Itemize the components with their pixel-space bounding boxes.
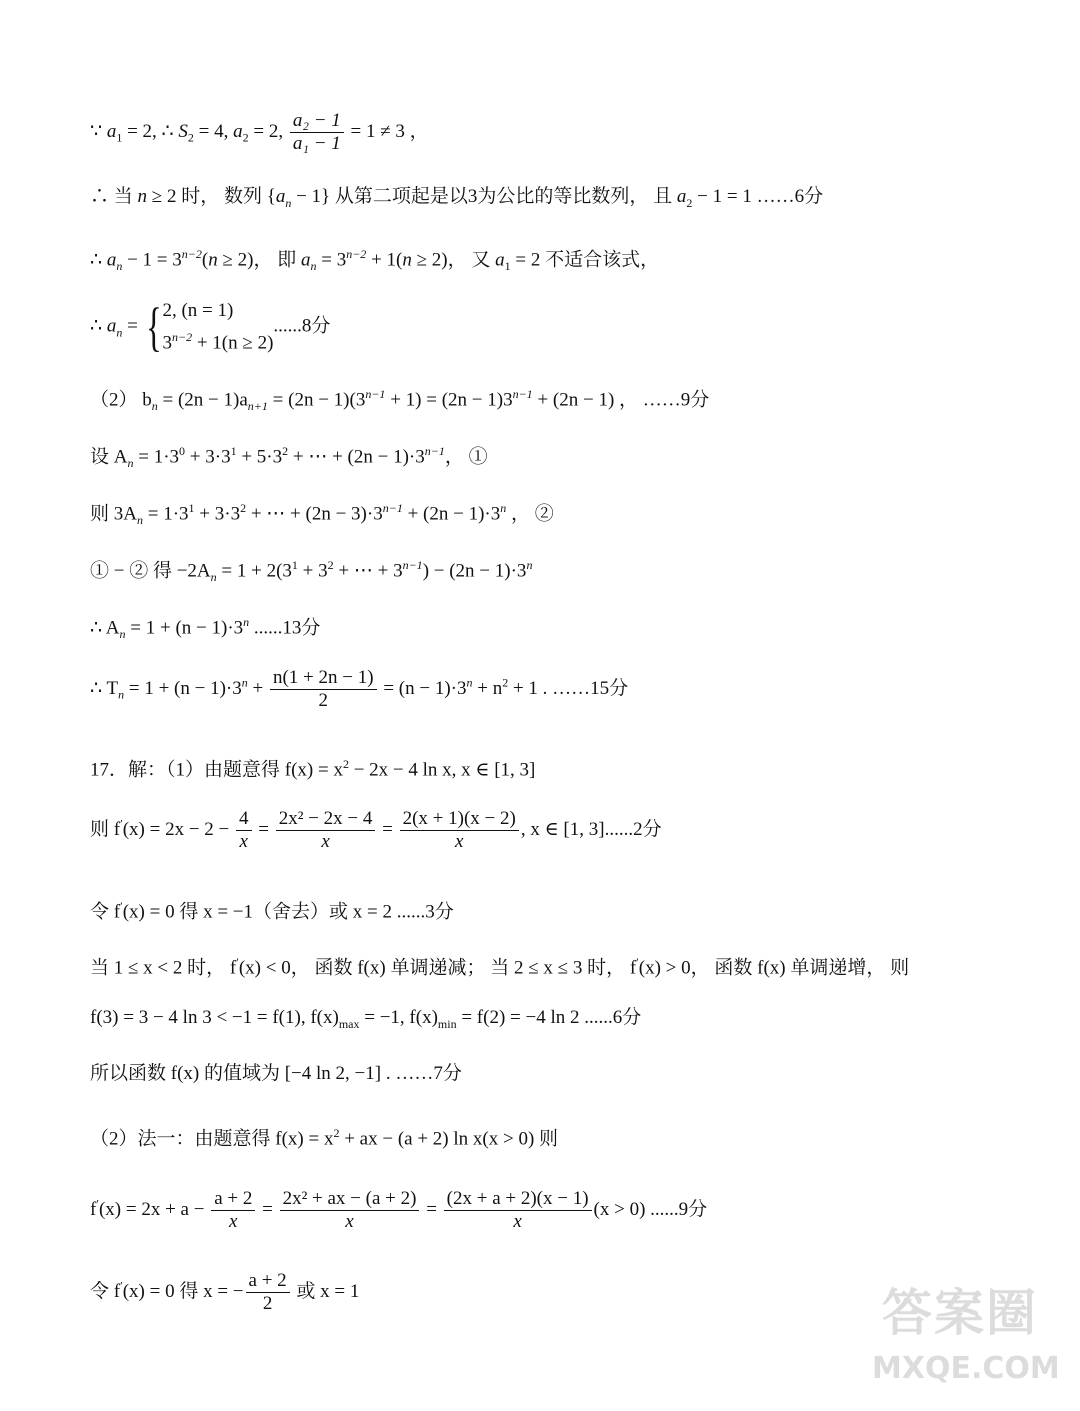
score-label: ......9分 [650, 1198, 708, 1220]
text: = [122, 315, 143, 337]
text: = 2 不适合该式， [510, 249, 660, 271]
line-16 [90, 1061, 462, 1087]
text: max [338, 1016, 360, 1031]
text: = f(2) = −4 ln 2 [456, 1007, 585, 1028]
text: n−2 [171, 330, 193, 344]
text: (x) = 0 得 x = − [122, 1280, 244, 1302]
text: = (2n − 1)a [157, 389, 248, 411]
line-2 [90, 184, 823, 216]
score-label: ......6分 [584, 1007, 642, 1028]
numerator: a + 2 [211, 1188, 255, 1211]
cases [162, 298, 273, 356]
text: n [116, 259, 123, 274]
text: (x) > 0， 函数 f(x) 单调递增， 则 [638, 957, 910, 979]
text: 2 [502, 675, 509, 690]
text: a [300, 249, 311, 271]
text: ≥ 2)， 即 [217, 249, 301, 271]
text: + 3 [297, 560, 328, 582]
text: ， ① [444, 446, 488, 468]
text: n [127, 456, 134, 471]
text: (x) = 2x + a − [98, 1198, 210, 1220]
text: ′ [96, 1196, 99, 1211]
text: ， ② [506, 503, 554, 525]
text: n−1 [382, 501, 403, 515]
numerator: 2x² + ax − (a + 2) [280, 1188, 420, 1211]
score-label: ……6分 [756, 186, 824, 207]
text: + 1( [366, 249, 403, 271]
text: n [243, 615, 250, 629]
text: 1 [230, 444, 237, 458]
text: (x) = 2x − 2 − [122, 818, 235, 840]
text: + 3·3 [185, 446, 231, 468]
text: 2 [342, 757, 349, 771]
denominator: a₁ − 1 [292, 133, 341, 154]
text: n [526, 558, 533, 572]
text: a [106, 249, 117, 271]
line-7 [90, 495, 554, 533]
text: n [151, 399, 158, 414]
text: min [437, 1016, 457, 1031]
denominator: 2 [262, 1293, 273, 1314]
text: a [495, 249, 505, 271]
text: 2 [240, 501, 247, 515]
text: = 1·3 [142, 503, 189, 525]
text: = 4, [193, 120, 234, 142]
text: = 1 + 2(3 [216, 560, 292, 582]
text: − 1} 从第二项起是以3为公比的等比数列， 且 [291, 186, 677, 207]
line-12 [90, 808, 662, 853]
denominator: x [239, 831, 248, 852]
text: 2 [282, 444, 289, 458]
text: n [119, 627, 126, 642]
text: + 1(n ≥ 2) [192, 332, 274, 354]
text: 0 [179, 444, 186, 458]
text: ′ [120, 899, 123, 913]
text: 1 [188, 501, 195, 515]
score-label: ……9分 [642, 389, 710, 411]
text: 1 [291, 558, 298, 572]
text: 所以函数 f(x) 的值域为 [−4 ln 2, −1] . [90, 1063, 396, 1084]
text: n−1 [402, 558, 423, 572]
text: (x) = 0 得 x = −1（舍去）或 x = 2 [122, 901, 397, 923]
text: n [116, 325, 123, 340]
score-label: ......2分 [604, 818, 662, 840]
text: 2 [686, 195, 693, 210]
text: + ⋯ + (2n − 3)·3 [246, 503, 383, 525]
score-label: ......3分 [396, 901, 454, 923]
line-10 [90, 667, 628, 712]
text: 设 A [90, 446, 128, 468]
text: + (2n − 1)·3 [402, 503, 501, 525]
text: n [500, 501, 507, 515]
line-9 [90, 609, 320, 647]
text: 或 x = 1 [291, 1280, 360, 1302]
fraction [211, 1188, 255, 1233]
fraction [444, 1188, 592, 1233]
fraction [236, 808, 252, 853]
text: = 3 [316, 249, 347, 271]
text: ′ [120, 816, 123, 831]
line-14 [90, 949, 909, 981]
text: n [466, 675, 473, 690]
text: S [178, 120, 188, 142]
score-label: ......8分 [273, 315, 331, 337]
text: n+1 [247, 399, 268, 414]
text: a [106, 120, 117, 142]
text: 令 f [90, 1280, 121, 1302]
line-3 [90, 241, 659, 279]
text: 则 3A [90, 503, 137, 525]
text: （2）法一：由题意得 f(x) = x [90, 1128, 334, 1150]
denominator: x [229, 1211, 238, 1232]
text: + 3·3 [194, 503, 241, 525]
fraction [280, 1188, 420, 1233]
text: a [275, 186, 286, 207]
text: 令 f [90, 901, 121, 923]
text: = 2, [248, 120, 288, 142]
case-2 [162, 324, 273, 356]
text: n [210, 570, 217, 585]
line-8 [90, 552, 532, 590]
text: 1 [504, 259, 511, 274]
line-11 [90, 751, 535, 783]
score-label: ……7分 [395, 1063, 462, 1084]
line-5 [90, 381, 709, 419]
text: ′ [636, 955, 639, 969]
case-1: 2, (n = 1) [162, 300, 234, 321]
text: 则 f [90, 818, 121, 840]
text: （2） b [90, 389, 152, 411]
denominator: 2 [318, 690, 329, 711]
text: f(3) = 3 − 4 ln 3 < −1 = f(1), f(x) [90, 1007, 339, 1028]
fraction [290, 110, 344, 155]
text: ′ [236, 955, 239, 969]
denominator: x [321, 831, 330, 852]
fraction [276, 808, 376, 853]
text: = 1 + (n − 1)·3 [124, 677, 242, 699]
line-1 [90, 110, 429, 155]
text: ∴ [90, 315, 107, 337]
text: 1 [116, 130, 123, 145]
text: = 1 ≠ 3 ， [345, 120, 429, 142]
fraction [246, 1270, 290, 1315]
text: n−1 [365, 387, 386, 401]
text: n−2 [181, 247, 202, 261]
text: = (2n − 1)(3 [267, 389, 366, 411]
watermark-cn: 答案圈 [882, 1284, 1038, 1342]
text: n [137, 186, 148, 207]
text: n [285, 195, 292, 210]
text: + 1 . [508, 677, 553, 699]
text: n−2 [346, 247, 367, 261]
text: ≥ 2 时， 数列 { [147, 186, 276, 207]
text: n−1 [512, 387, 533, 401]
text: 2 [327, 558, 334, 572]
denominator: x [455, 831, 464, 852]
denominator: x [345, 1211, 354, 1232]
text: = [253, 818, 274, 840]
fraction [270, 667, 377, 712]
text: + ax − (a + 2) ln x(x > 0) 则 [339, 1128, 559, 1150]
numerator: a₂ − 1 [290, 110, 344, 133]
numerator: (2x + a + 2)(x − 1) [444, 1188, 592, 1211]
numerator: a + 2 [246, 1270, 290, 1293]
text: ① − ② 得 −2A [90, 560, 211, 582]
text: n [208, 249, 218, 271]
text: f [90, 1198, 97, 1220]
text: ∴ [90, 249, 107, 271]
text: = 2, ∴ [122, 120, 179, 142]
text: a [233, 120, 243, 142]
line-17 [90, 1120, 558, 1152]
text: = 1·3 [133, 446, 180, 468]
fraction [400, 808, 519, 853]
text: + ⋯ + 3 [333, 560, 403, 582]
text: − 1 = 1 [692, 186, 757, 207]
text: + ⋯ + (2n − 1)·3 [288, 446, 425, 468]
text: ≥ 2)， 又 [411, 249, 496, 271]
text: 3 [162, 332, 172, 354]
text: n [402, 249, 412, 271]
text: = 1 + (n − 1)·3 [125, 617, 244, 639]
text: ) − (2n − 1)·3 [422, 560, 527, 582]
line-18 [90, 1188, 707, 1233]
text: , x ∈ [1, 3] [520, 818, 605, 840]
text: + [247, 677, 268, 699]
text: = [377, 818, 398, 840]
denominator: x [513, 1211, 522, 1232]
text: = −1, f(x) [359, 1007, 438, 1028]
numerator: 2x² − 2x − 4 [276, 808, 376, 831]
text: = [421, 1198, 442, 1220]
line-15 [90, 1005, 641, 1037]
text: 2 [242, 130, 249, 145]
text: − 1 = 3 [122, 249, 182, 271]
score-label: ……15分 [552, 677, 629, 699]
numerator: n(1 + 2n − 1) [270, 667, 377, 690]
numerator: 2(x + 1)(x − 2) [400, 808, 519, 831]
text: ∵ [90, 120, 107, 142]
text: ′ [120, 1278, 123, 1293]
text: (x > 0) [593, 1198, 651, 1220]
text: n [118, 687, 125, 702]
text: ∴ T [90, 677, 119, 699]
text: 当 1 ≤ x < 2 时， f [90, 957, 237, 979]
text: n [136, 513, 143, 528]
text: ( [201, 249, 209, 271]
text: 2 [333, 1126, 340, 1140]
score-label: ......13分 [249, 617, 321, 639]
line-6 [90, 438, 488, 476]
line-13 [90, 893, 454, 925]
text: a [106, 315, 117, 337]
text: a [676, 186, 687, 207]
text: 17．解：（1）由题意得 f(x) = x [90, 759, 343, 781]
watermark-logo [872, 1273, 1062, 1403]
text: = (n − 1)·3 [378, 677, 467, 699]
text: + 5·3 [236, 446, 283, 468]
text: 2 [187, 130, 194, 145]
text: − 2x − 4 ln x, x ∈ [1, 3] [348, 759, 536, 781]
text: n [310, 259, 317, 274]
text: = [257, 1198, 278, 1220]
text: ∴ A [90, 617, 120, 639]
numerator: 4 [236, 808, 252, 831]
text: (x) < 0， 函数 f(x) 单调递减； 当 2 ≤ x ≤ 3 时， f [238, 957, 637, 979]
text: + (2n − 1) ， [532, 389, 643, 411]
line-4 [90, 298, 330, 356]
watermark-en: MXQE.COM [872, 1351, 1060, 1386]
text: ∴ 当 [90, 186, 138, 207]
line-19 [90, 1270, 359, 1315]
left-brace: { [145, 297, 162, 358]
text: n−1 [424, 444, 445, 458]
text: n [241, 675, 248, 690]
text: + n [472, 677, 503, 699]
text: + 1) = (2n − 1)3 [385, 389, 513, 411]
